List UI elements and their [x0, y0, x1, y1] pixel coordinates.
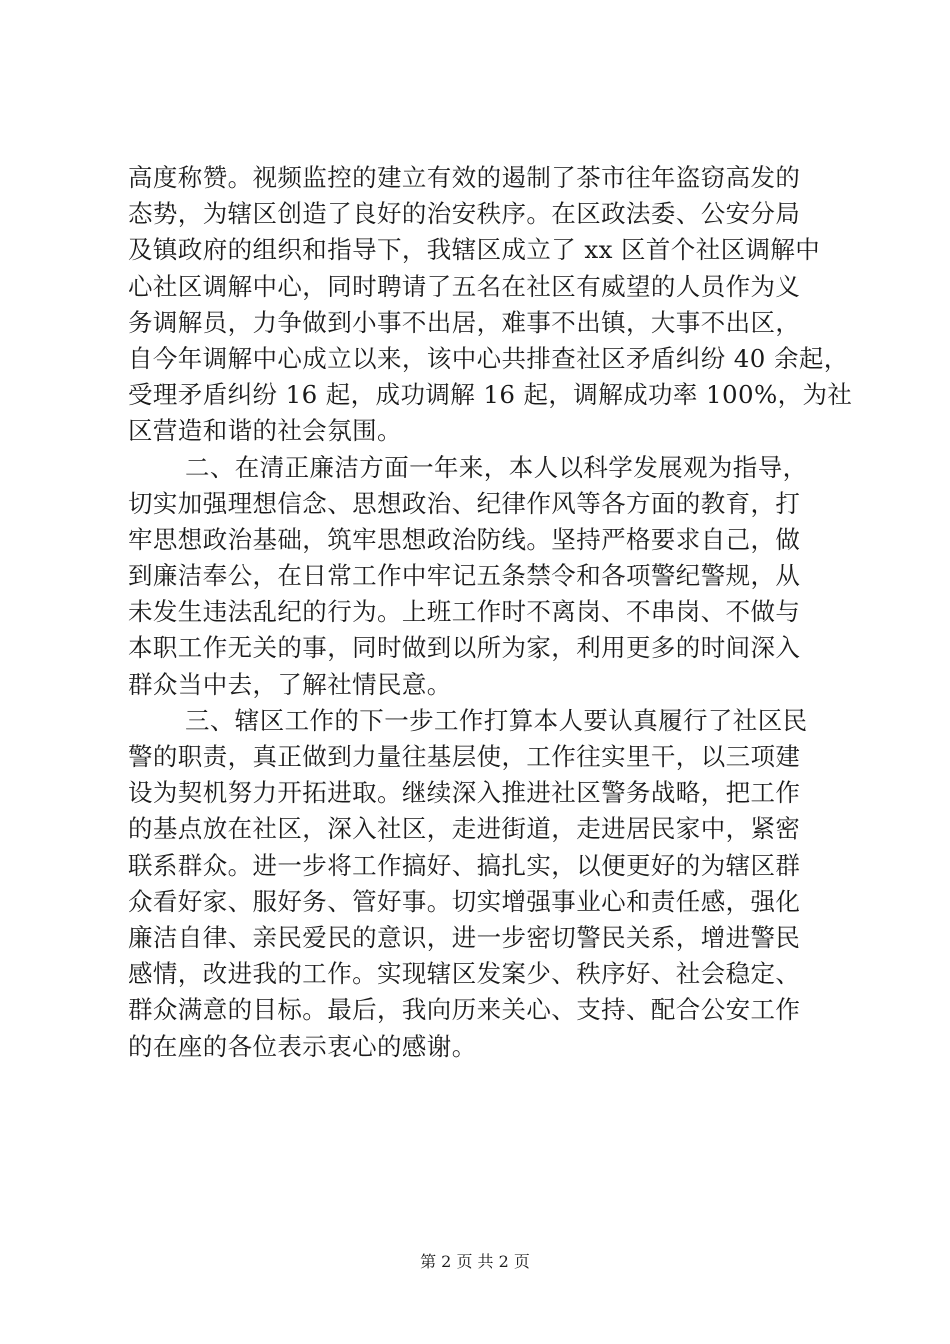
text-line: 廉洁自律、亲民爱民的意识，进一步密切警民关系，增进警民 — [128, 922, 801, 952]
text-line: 未发生违法乱纪的行为。上班工作时不离岗、不串岗、不做与 — [128, 597, 801, 627]
text-line: 众看好家、服好务、管好事。切实增强事业心和责任感，强化 — [128, 886, 801, 916]
text-line: 态势，为辖区创造了良好的治安秩序。在区政法委、公安分局 — [128, 199, 801, 229]
text-line: 本职工作无关的事，同时做到以所为家，利用更多的时间深入 — [128, 633, 801, 663]
text-line: 高度称赞。视频监控的建立有效的遏制了茶市往年盗窃高发的 — [128, 163, 801, 192]
text-line: 联系群众。进一步将工作搞好、搞扎实，以便更好的为辖区群 — [128, 850, 801, 880]
text-line: 区营造和谐的社会氛围。 — [128, 416, 402, 446]
text-line: 切实加强理想信念、思想政治、纪律作风等各方面的教育，打 — [128, 488, 801, 518]
text-line: 到廉洁奉公，在日常工作中牢记五条禁令和各项警纪警规，从 — [128, 561, 801, 591]
page-footer — [0, 1252, 950, 1272]
paragraph-3 — [128, 703, 852, 1065]
text-line: 警的职责，真正做到力量往基层使，工作往实里干，以三项建 — [128, 742, 801, 771]
text-line: 牢思想政治基础，筑牢思想政治防线。坚持严格要求自己，做 — [128, 524, 801, 554]
text-line: 自今年调解中心成立以来，该中心共排查社区矛盾纠纷 40 余起， — [128, 343, 849, 373]
text-line: 务调解员，力争做到小事不出居，难事不出镇，大事不出区， — [128, 307, 801, 337]
text-line: 二、在清正廉洁方面一年来，本人以科学发展观为指导， — [185, 452, 808, 482]
text-line: 心社区调解中心，同时聘请了五名在社区有威望的人员作为义 — [128, 271, 801, 301]
text-line: 及镇政府的组织和指导下，我辖区成立了 xx 区首个社区调解中 — [128, 235, 821, 265]
text-line: 群众满意的目标。最后，我向历来关心、支持、配合公安工作 — [128, 995, 801, 1025]
text-line: 的在座的各位表示衷心的感谢。 — [128, 1031, 477, 1061]
text-line: 群众当中去，了解社情民意。 — [128, 669, 452, 699]
page-number-label: 第 2 页 共 2 页 — [420, 1252, 530, 1271]
paragraph-2 — [128, 450, 852, 703]
text-line: 三、辖区工作的下一步工作打算本人要认真履行了社区民 — [185, 705, 808, 735]
text-line: 受理矛盾纠纷 16 起，成功调解 16 起，调解成功率 100%，为社 — [128, 380, 853, 410]
paragraph-1 — [128, 160, 852, 450]
document-body — [128, 160, 852, 1065]
text-line: 感情，改进我的工作。实现辖区发案少、秩序好、社会稳定、 — [128, 959, 801, 989]
text-line: 的基点放在社区，深入社区，走进街道，走进居民家中，紧密 — [128, 814, 801, 844]
text-line: 设为契机努力开拓进取。继续深入推进社区警务战略，把工作 — [128, 778, 801, 808]
